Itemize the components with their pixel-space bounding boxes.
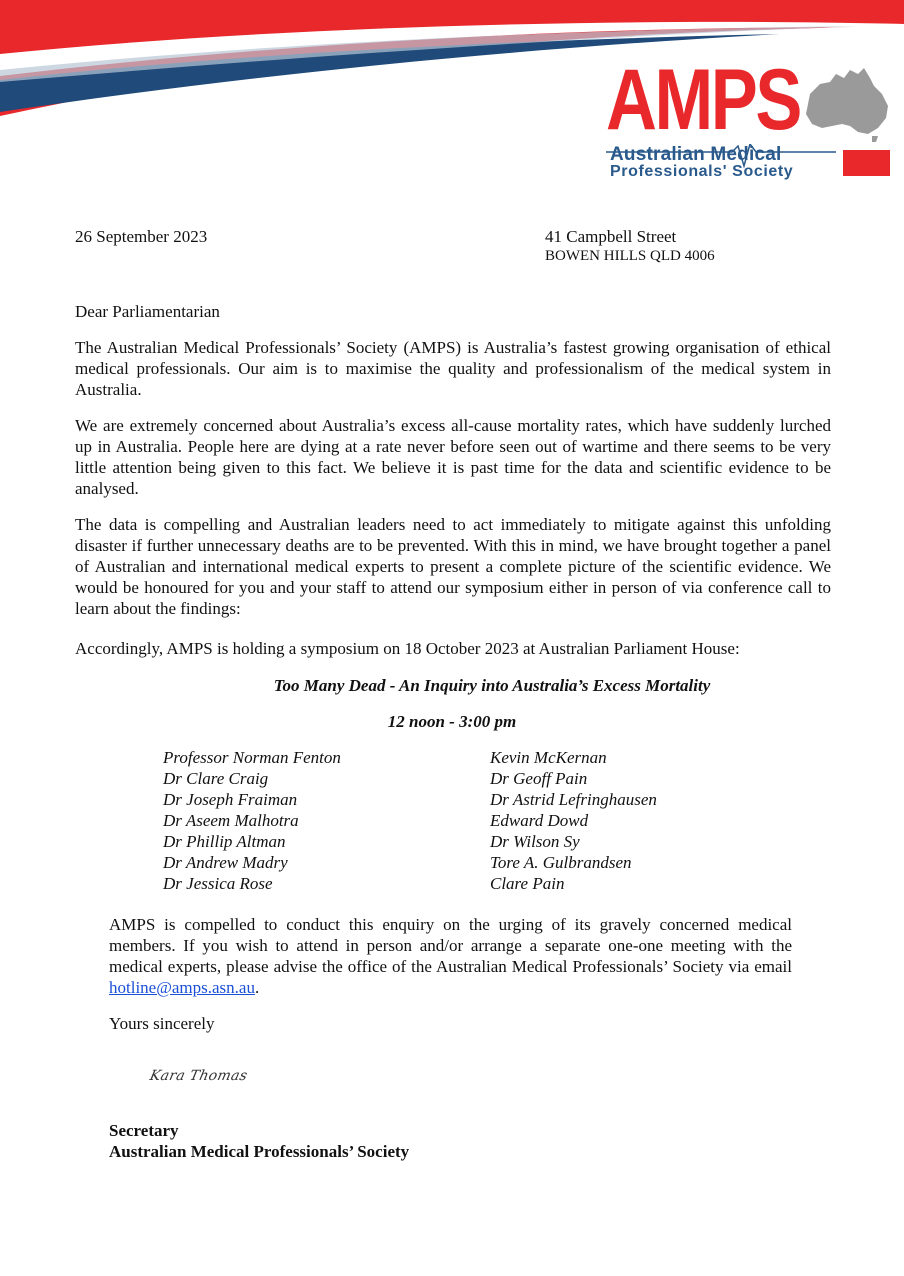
contact-text: AMPS is compelled to conduct this enquiry on the urging of its gravely concerned medical members. If you wish to attend in person and/or arrange a separate one-one meeting with the medical experts, please advise the office of the Australian Medical Professionals’ Society via email — [109, 915, 792, 976]
contact-text-end: . — [254, 978, 260, 997]
speaker-name: Dr Astrid Lefringhausen — [490, 790, 657, 809]
speaker-name: Edward Dowd — [490, 811, 589, 830]
paragraph-contact — [109, 914, 792, 998]
speakers-left-column — [163, 747, 341, 894]
event-title: Too Many Dead - An Inquiry into Australia’s Excess Mortality — [273, 676, 711, 695]
closing: Yours sincerely — [109, 1014, 215, 1033]
speaker-name: Dr Joseph Fraiman — [163, 790, 298, 809]
speaker-name: Dr Jessica Rose — [163, 874, 273, 893]
event-time: 12 noon - 3:00 pm — [387, 712, 517, 731]
speaker-name: Dr Phillip Altman — [163, 832, 286, 851]
letter-date: 26 September 2023 — [75, 227, 208, 246]
email-link[interactable]: hotline@amps.asn.au — [109, 978, 255, 997]
speakers-right-column — [490, 747, 657, 894]
paragraph-concern: We are extremely concerned about Australia’s excess all-cause mortality rates, which have suddenly lurched up in Australia. People here are dying at a rate never before seen out of wartime and there seems to be very little attention being given to this fact. We believe it is past time for the data and scientific evidence to be analysed. — [75, 416, 831, 498]
address-line1: 41 Campbell Street — [545, 227, 677, 246]
speaker-name: Dr Aseem Malhotra — [163, 811, 299, 830]
speaker-name: Dr Geoff Pain — [490, 769, 588, 788]
speaker-name: Tore A. Gulbrandsen — [490, 853, 632, 872]
logo-red-bar — [843, 150, 890, 176]
paragraph-symposium: Accordingly, AMPS is holding a symposium on 18 October 2023 at Australian Parliament House: — [75, 639, 740, 658]
speaker-name: Professor Norman Fenton — [163, 748, 341, 767]
paragraph-intro: The Australian Medical Professionals’ Society (AMPS) is Australia’s fastest growing organisation of ethical medical professionals. Our aim is to maximise the quality and professionalism of the medical system in Australia. — [75, 338, 831, 399]
handwritten-signature: Kara Thomas — [148, 1068, 249, 1084]
logo-tagline-line1: Australian Medical — [610, 144, 782, 165]
speaker-name: Dr Clare Craig — [163, 769, 269, 788]
speaker-name: Clare Pain — [490, 874, 565, 893]
address-line2: BOWEN HILLS QLD 4006 — [545, 248, 715, 264]
logo-acronym: AMPS — [606, 52, 800, 148]
paragraph-evidence: The data is compelling and Australian leaders need to act immediately to mitigate against this unfolding disaster if further unnecessary deaths are to be prevented. With this in mind, we have brought together a panel of Australian and international medical experts to present a complete picture of the scientific evidence. We would be honoured for you and your staff to attend our symposium either in person of via conference call to learn about the findings: — [75, 515, 831, 618]
australia-map-icon — [802, 64, 894, 146]
signoff-organisation: Australian Medical Professionals’ Society — [109, 1142, 410, 1161]
speaker-name: Kevin McKernan — [490, 748, 607, 767]
logo-tagline-line2: Professionals' Society — [610, 163, 794, 180]
speaker-name: Dr Andrew Madry — [163, 853, 288, 872]
amps-logo — [606, 52, 896, 185]
speaker-name: Dr Wilson Sy — [490, 832, 580, 851]
signoff-title: Secretary — [109, 1121, 179, 1140]
salutation: Dear Parliamentarian — [75, 302, 220, 321]
